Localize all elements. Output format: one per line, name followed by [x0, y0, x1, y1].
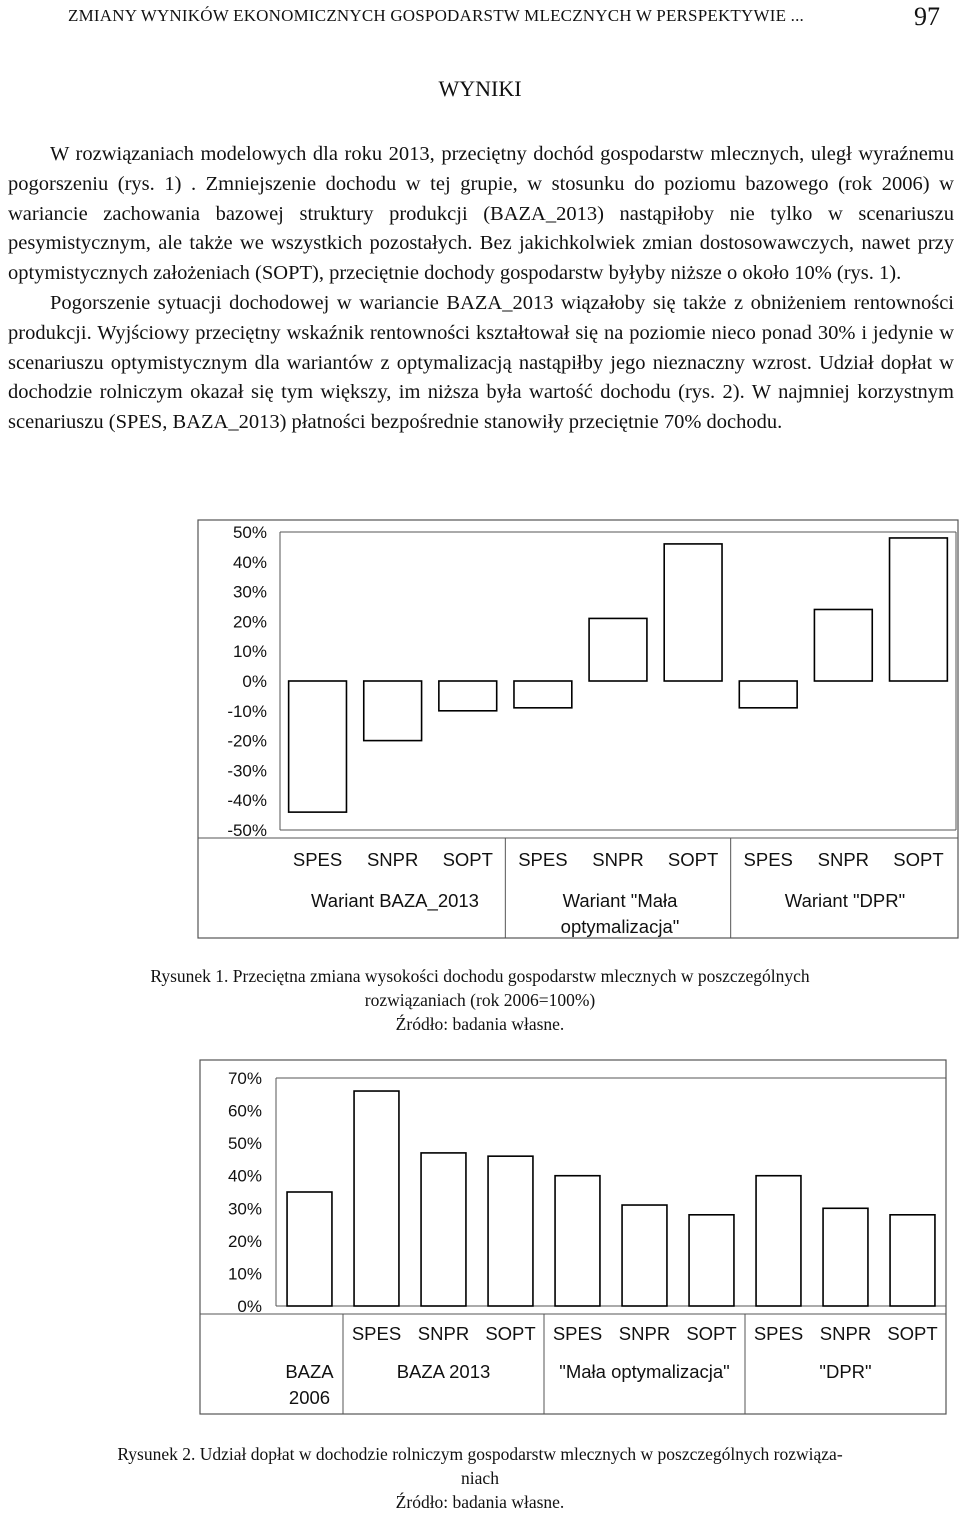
chart-1-category-label: SPES [292, 849, 343, 870]
chart-1-group-label: Wariant "Mała [562, 890, 678, 911]
chart-2-category-label: SNPR [417, 1323, 470, 1344]
figure-1-caption [0, 964, 960, 1036]
figure-1-caption-line-2: rozwiązaniach (rok 2006=100%) [364, 990, 596, 1010]
chart-2-category-label: SPES [753, 1323, 804, 1344]
running-title: ZMIANY WYNIKÓW EKONOMICZNYCH GOSPODARSTW MLECZNYCH W PERSPEKTYWIE ... [68, 6, 804, 25]
figure-2-chart [0, 1058, 960, 1428]
chart-1-y-tick-label: -20% [227, 731, 267, 751]
chart-2-bar [421, 1153, 466, 1306]
figure-1-source: Źródło: badania własne. [395, 1014, 565, 1034]
chart-1-bar [890, 538, 948, 681]
figure-2-caption-line-1: Rysunek 2. Udział dopłat w dochodzie rolniczym gospodarstw mlecznych w poszczególnych rozwiąza- [117, 1444, 843, 1464]
chart-2-bar [488, 1156, 533, 1306]
chart-2-group-label: BAZA 2013 [396, 1361, 491, 1382]
chart-1-category-label: SNPR [592, 849, 644, 870]
chart-2-category-label: SNPR [819, 1323, 872, 1344]
chart-2-category-label: SOPT [686, 1323, 737, 1344]
chart-2-bar [890, 1215, 935, 1306]
chart-1-bar [439, 681, 497, 711]
figure-1-chart [0, 518, 960, 948]
chart-2-y-tick-label: 60% [227, 1101, 262, 1121]
running-header [0, 0, 960, 40]
chart-2-y-tick-label: 40% [227, 1166, 262, 1186]
chart-1-bar [739, 681, 797, 708]
chart-2-category-label: SOPT [485, 1323, 536, 1344]
chart-2-y-tick-label: 50% [227, 1134, 262, 1154]
chart-1-bar [289, 681, 347, 812]
chart-2-y-tick-label: 20% [227, 1231, 262, 1251]
chart-1-bar [664, 544, 722, 681]
chart-2-category-label: SOPT [887, 1323, 938, 1344]
chart-2-category-label: SNPR [618, 1323, 671, 1344]
chart-2-group-label: "Mała optymalizacja" [559, 1361, 730, 1382]
chart-1-category-label: SPES [518, 849, 568, 870]
chart-1-category-label: SOPT [667, 849, 719, 870]
chart-2-category-label: SPES [552, 1323, 603, 1344]
chart-1-y-tick-label: -40% [227, 791, 267, 811]
chart-2-y-tick-label: 10% [227, 1264, 262, 1284]
figure-1-caption-line-1: Rysunek 1. Przeciętna zmiana wysokości dochodu gospodarstw mlecznych w poszczególnych [150, 966, 810, 986]
chart-1-group-label: Wariant BAZA_2013 [311, 890, 479, 911]
chart-2-bar [622, 1205, 667, 1306]
chart-1-group-label: optymalizacja" [560, 916, 680, 937]
chart-2-category-label: SPES [351, 1323, 402, 1344]
figure-2-source: Źródło: badania własne. [395, 1492, 565, 1512]
chart-2-bar [689, 1215, 734, 1306]
chart-1-y-tick-label: 10% [232, 642, 267, 662]
chart-1-y-tick-label: -30% [227, 761, 267, 781]
chart-2-group-label: BAZA [285, 1361, 334, 1382]
chart-1-category-label: SNPR [817, 849, 870, 870]
chart-1-y-tick-label: 50% [232, 523, 267, 542]
chart-2-bar [287, 1192, 332, 1306]
chart-1-category-label: SPES [743, 849, 793, 870]
chart-2-y-tick-label: 0% [237, 1297, 262, 1316]
chart-2-y-tick-label: 70% [227, 1069, 262, 1088]
chart-2-group-label: 2006 [288, 1387, 331, 1408]
chart-1-group-label: Wariant "DPR" [784, 890, 906, 911]
chart-2-bar [823, 1208, 868, 1306]
chart-1-bar [514, 681, 572, 708]
figure-2-caption-line-2: niach [461, 1468, 499, 1488]
chart-2-y-tick-label: 30% [227, 1199, 262, 1219]
paragraph-2: Pogorszenie sytuacji dochodowej w wariancie BAZA_2013 wiązałoby się także z obniżeniem rentowności produkcji. Wyjściowy przeciętny wskaźnik rentowności kształtował się na poziomie nieco ponad 30% i jedynie w scenariuszu optymistycznym dla wariantów z optymalizacją nastąpiłby jego nieznaczny wzrost. Udział dopłat w dochodzie rolniczym okazał się tym większy, im niższa była wartość dochodu (rys. 2). W najmniej korzystnym scenariuszu (SPES, BAZA_2013) płatności bezpośrednie stanowiły przeciętnie 70% dochodu. [8, 291, 954, 434]
chart-1-y-tick-label: 20% [232, 612, 267, 632]
chart-1-y-tick-label: -10% [227, 701, 267, 721]
chart-2-bar [756, 1176, 801, 1306]
body-text [8, 140, 954, 438]
chart-1-category-label: SOPT [442, 849, 493, 870]
page-number: 97 [914, 2, 940, 31]
chart-1-y-tick-label: 40% [232, 552, 267, 572]
paragraph-1: W rozwiązaniach modelowych dla roku 2013, przeciętny dochód gospodarstw mlecznych, uległ wyraźnemu pogorszeniu (rys. 1) . Zmniejszenie dochodu w tej grupie, w stosunku do poziomu bazowego (rok 2006) w wariancie zachowania bazowej struktury produkcji (BAZA_2013) nastąpiłoby nie tylko w scenariuszu pesymistycznym, ale także we wszystkich pozostałych. Bez jakichkolwiek zmian dostosowawczych, nawet przy optymistycznych założeniach (SOPT), przeciętnie dochody gospodarstw byłyby niższe o około 10% (rys. 1). [8, 143, 954, 285]
chart-2-bar [354, 1091, 399, 1306]
chart-1-y-tick-label: 30% [232, 582, 267, 602]
chart-1-bar [814, 609, 872, 681]
chart-1-y-tick-label: -50% [227, 821, 267, 840]
chart-1-y-tick-label: 0% [242, 672, 267, 691]
figure-2-caption [0, 1442, 960, 1514]
chart-1-bar [364, 681, 422, 741]
chart-1-category-label: SNPR [366, 849, 419, 870]
chart-1-bar [589, 618, 647, 681]
section-heading: WYNIKI [438, 76, 522, 101]
chart-1-category-label: SOPT [893, 849, 944, 870]
chart-2-group-label: "DPR" [819, 1361, 872, 1382]
chart-2-bar [555, 1176, 600, 1306]
